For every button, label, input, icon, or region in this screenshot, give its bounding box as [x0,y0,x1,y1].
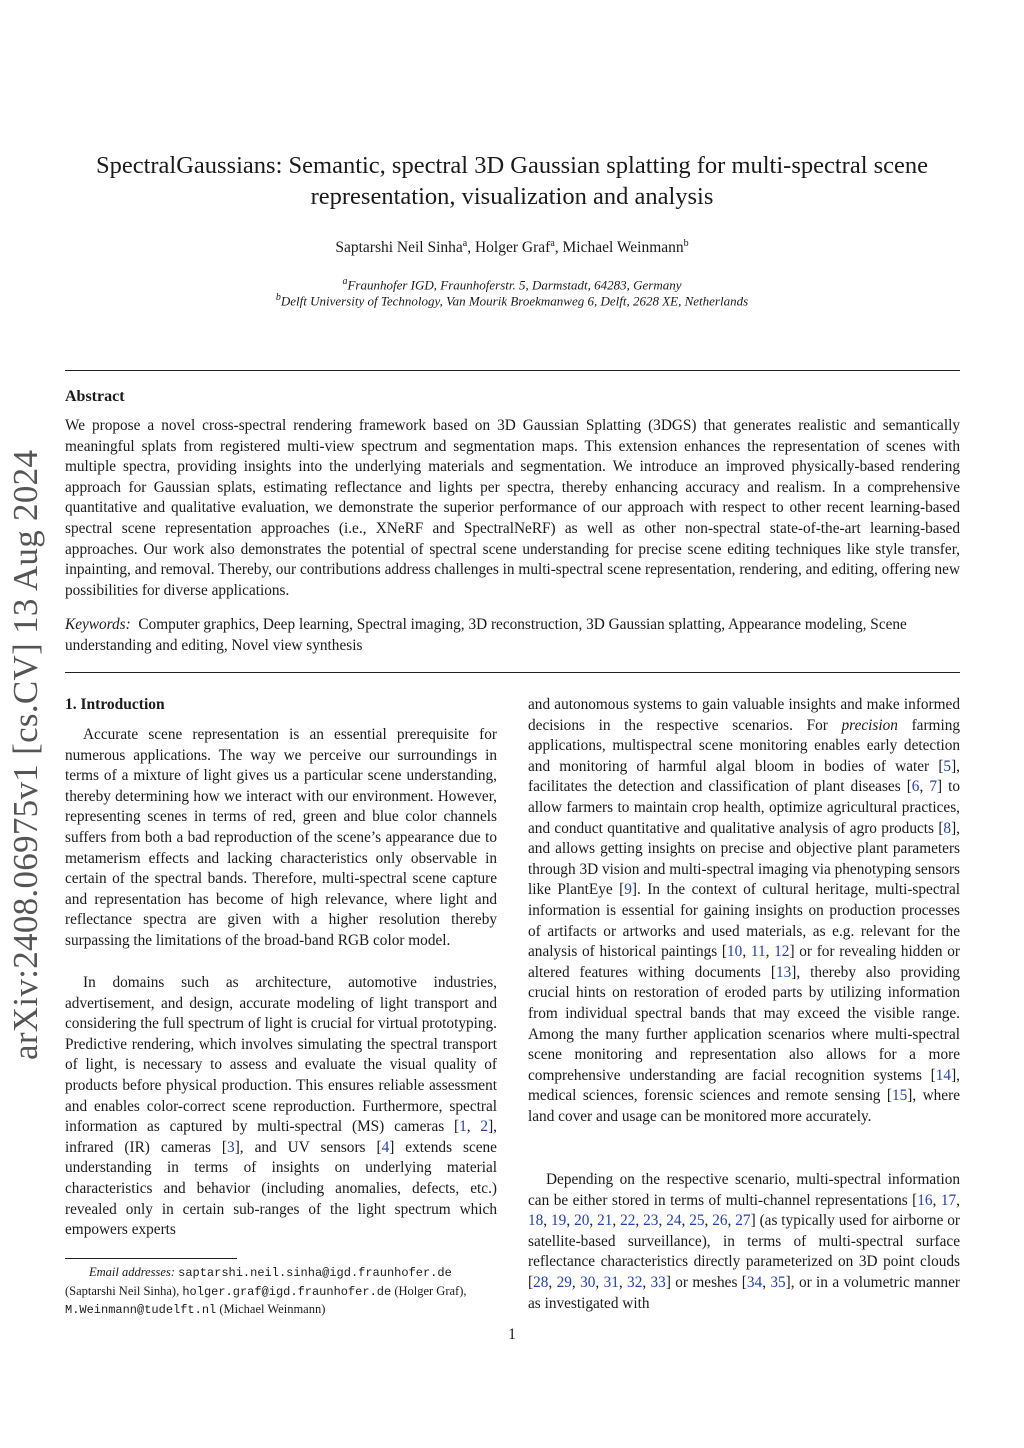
abstract-heading: Abstract [65,388,125,405]
page-number: 1 [508,1326,516,1343]
citation-link[interactable]: 27 [735,1212,751,1230]
citation-link[interactable]: 24 [666,1212,682,1230]
citation-link[interactable]: 23 [643,1212,659,1230]
citation-link[interactable]: 31 [603,1273,619,1291]
author-list: Saptarshi Neil Sinha$^a$, Holger Graf$^a$, Michael Weinmann$^b$ [335,238,689,257]
author-affil-mark: a [462,238,468,249]
intro-paragraph: In domains such as architecture, automotive industries, advertisement, and design, accurate modeling of light transport and considering the full spectrum of light is crucial for virtual prototyping. Predictive rendering, which involves simulating the spectral transport of light, is necessary to assess and evaluate the visual quality of products before physical production. This ensures reliable assessment and enables color-correct scene reproduction. Furthermore, spectral information as captured by multi-spectral (MS) cameras [1, 2], infrared (IR) cameras [3], and UV sensors [4] extends scene understanding in terms of insights on underlying material characteristics and behavior (including anomalies, defects, etc.) revealed only in certain sub-ranges of the light spectrum which empowers experts [65,974,497,1239]
author-affil-mark: a [550,238,555,249]
affiliation-a: $^a$Fraunhofer IGD, Fraunhoferstr. 5, Darmstadt, 64283, Germany [342,276,682,293]
author-name: Saptarshi Neil Sinha [335,239,463,257]
citation-link[interactable]: 3 [227,1138,235,1156]
citation-link[interactable]: 18 [528,1212,544,1230]
email-link[interactable]: holger.graf@igd.fraunhofer.de [182,1284,392,1299]
citation-link[interactable]: 8 [943,819,952,837]
citation-group: 34, 35 [746,1273,786,1291]
citation-link[interactable]: 20 [574,1212,590,1230]
citation-link[interactable]: 26 [712,1212,728,1230]
citation-link[interactable]: 32 [627,1273,643,1291]
intro-paragraph: and autonomous systems to gain valuable insights and make informed decisions in the respective scenarios. For precision farming applications, multispectral scene monitoring enables early detection and monitoring of harmful algal bloom in bodies of water [5], facilitates the detection and classification of plant diseases [6, 7] to allow farmers to maintain crop health, optimize agricultural practices, and conduct quantitative and qualitative analysis of agro products [8], and allows getting insights on precise and objective plant parameters through 3D vision and multi-spectral imaging via phenotyping sensors like PlantEye [9]. In the context of cultural heritage, multi-spectral information is essential for gaining insights on production processes of artifacts or artworks and used materials, as e.g. relevant for the analysis of historical paintings [10, 11, 12] or for revealing hidden or altered features withing documents [13], thereby also providing crucial hints on restoration of eroded parts by utilizing information from individual spectral bands that may exceed the visible range. Among the many further application scenarios where multi-spectral scene monitoring and representation also allows for a more comprehensive understanding are facial recognition systems [14], medical sciences, forensic sciences and remote sensing [15], where land cover and usage can be monitored more accurately. [528,696,960,1125]
citation-link[interactable]: 9 [624,881,632,899]
footnote-divider [65,1258,237,1259]
author-name: Michael Weinmann [562,239,684,257]
citation-link[interactable]: 29 [556,1273,572,1291]
citation-link[interactable]: 14 [935,1066,952,1084]
citation-link[interactable]: 34 [746,1273,763,1291]
citation-link[interactable]: 25 [689,1212,705,1230]
citation-link[interactable]: 13 [775,963,792,981]
citation-link[interactable]: 22 [620,1212,636,1230]
section-heading: 1. Introduction [65,696,165,713]
keywords-label: Keywords: [65,616,131,633]
citation-link[interactable]: 15 [891,1087,908,1105]
citation-link[interactable]: 35 [770,1273,786,1291]
citation-link[interactable]: 28 [533,1273,549,1291]
citation-link[interactable]: 17 [940,1191,957,1209]
email-link[interactable]: M.Weinmann@tudelft.nl [65,1303,217,1317]
affiliation-b: $^b$Delft University of Technology, Van Mourik Broekmanweg 6, Delft, 2628 XE, Netherlands [275,292,749,309]
intro-paragraph: Accurate scene representation is an essential prerequisite for numerous applications. The way we perceive our surroundings in terms of a mixture of light gives us a particular scene understanding, thereby determining how we interact with our environment. However, representing scenes in terms of red, green and blue color channels suffers from both a bad reproduction of the scene’s appearance due to metamerism effects and lacking characteristics only observable in certain of the spectral bands. Therefore, multi-spectral scene capture and representation has become of high relevance, where light and reflectance spectra are given with a higher resolution thereby surpassing the limitations of the broad-band RGB color model. [65,726,497,949]
abstract-text: We propose a novel cross-spectral rendering framework based on 3D Gaussian Splatting (3DGS) that generates realistic and semantically meaningful splats from registered multi-view spectrum and segmentation maps. This extension enhances the representation of scenes with multiple spectra, providing insights into the underlying materials and segmentation. We introduce an improved physically-based rendering approach for Gaussian splats, estimating reflectance and lights per spectra, thereby enhancing accuracy and realism. In a comprehensive quantitative and qualitative evaluation, we demonstrate the superior performance of our approach with respect to other recent learning-based spectral scene representation approaches (i.e., XNeRF and SpectralNeRF) as well as other non-spectral state-of-the-art learning-based approaches. Our work also demonstrates the potential of spectral scene understanding for precise scene editing techniques like style transfer, inpainting, and removal. Thereby, our contributions address challenges in multi-spectral scene representation, rendering, and editing, offering new possibilities for diverse applications. [65,417,960,599]
citation-group: 28, 29, 30, 31, 32, 33 [533,1273,666,1291]
citation-link[interactable]: 30 [580,1273,596,1291]
footnote-label: Email addresses: [89,1265,175,1279]
citation-link[interactable]: 6 [911,778,920,796]
citation-link[interactable]: 33 [650,1273,666,1291]
author-name: Holger Graf [474,239,551,257]
citation-link[interactable]: 12 [774,943,790,961]
keywords-text: Computer graphics, Deep learning, Spectral imaging, 3D reconstruction, 3D Gaussian splatting, Appearance modeling, Scene understanding and editing, Novel view synthesis [65,616,907,654]
top-divider [65,370,960,371]
paper-title: SpectralGaussians: Semantic, spectral 3D Gaussian splatting for multi-spectral scene representation, visualization and analysis [95,152,929,210]
citation-link[interactable]: 5 [943,757,952,775]
citation-link[interactable]: 4 [381,1138,390,1156]
author-affil-mark: b [683,238,689,249]
citation-link[interactable]: 19 [551,1212,567,1230]
citation-link[interactable]: 1 [459,1118,467,1136]
arxiv-side-label: arXiv:2408.06975v1 [cs.CV] 13 Aug 2024 [6,449,45,1060]
bottom-divider [65,672,960,673]
email-link[interactable]: saptarshi.neil.sinha@igd.fraunhofer.de [178,1266,452,1280]
intro-paragraph: Depending on the respective scenario, multi-spectral information can be either stored in terms of multi-channel representations [16, 17, 18, 19, 20, 21, 22, 23, 24, 25, 26, 27] (as typically used for airborne or satellite-based surveillance), in terms of multi-spectral surface reflectance characteristics directly parameterized on 3D point clouds [28, 29, 30, 31, 32, 33] or meshes [34, 35], or in a volumetric manner as investigated with [528,1171,961,1312]
footnote-emails: Email addresses: saptarshi.neil.sinha@igd.fraunhofer.de (Saptarshi Neil Sinha), holger.graf@igd.fraunhofer.de (Holger Graf), M.Weinmann@tudelft.nl (Michael Weinmann) [65,1265,467,1317]
citation-link[interactable]: 7 [929,778,937,796]
citation-group: 16, 17, 18, 19, 20, 21, 22, 23, 24, 25, 26, 27 [528,1191,960,1230]
citation-link[interactable]: 2 [480,1118,489,1136]
citation-link[interactable]: 10 [727,943,743,961]
keywords [65,615,945,656]
citation-link[interactable]: 16 [917,1191,933,1209]
citation-link[interactable]: 11 [750,943,766,961]
citation-link[interactable]: 21 [597,1212,613,1230]
